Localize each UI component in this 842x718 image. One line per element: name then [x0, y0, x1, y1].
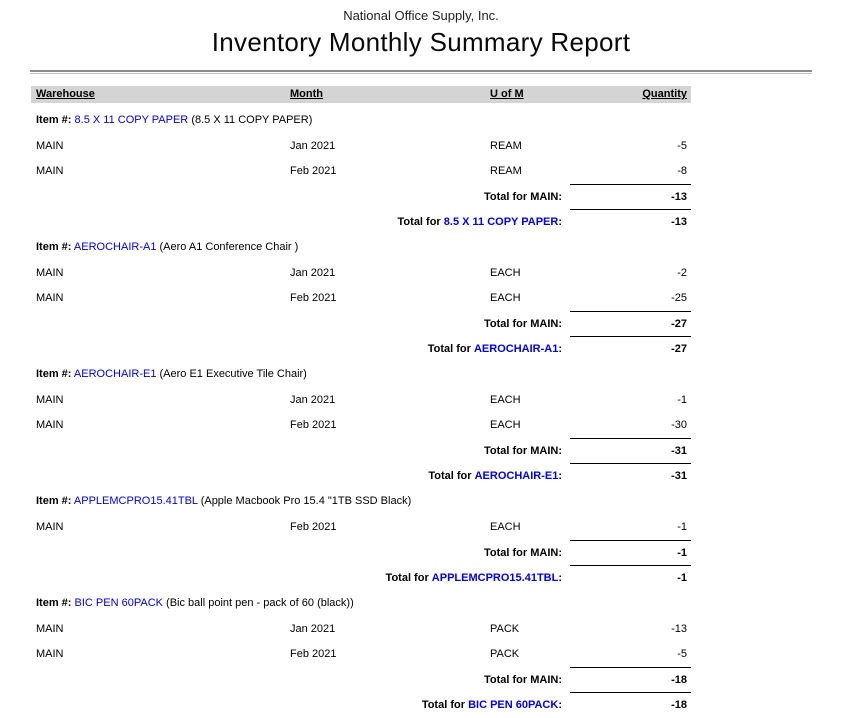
column-header-uom: U of M: [490, 88, 524, 100]
item-number-label: Item #:: [36, 368, 72, 380]
item-description: (8.5 X 11 COPY PAPER): [191, 114, 313, 126]
item-code-link[interactable]: AEROCHAIR-A1: [73, 241, 157, 253]
item-total-quantity: -13: [570, 209, 691, 235]
item-description: (Bic ball point pen - pack of 60 (black)): [166, 597, 354, 609]
item-group: [31, 234, 691, 361]
warehouse-total-quantity: -13: [570, 184, 691, 210]
item-code-link[interactable]: AEROCHAIR-E1: [73, 368, 157, 380]
item-number-label: Item #:: [36, 495, 72, 507]
column-header-row: [31, 86, 691, 103]
row-uom: EACH: [490, 292, 521, 304]
item-description: (Apple Macbook Pro 15.4 "1TB SSD Black): [200, 495, 412, 507]
row-uom: PACK: [490, 623, 520, 635]
report-table: [31, 86, 691, 717]
column-header-quantity: Quantity: [642, 88, 687, 100]
row-month: Jan 2021: [290, 623, 336, 635]
warehouse-total-row: [31, 667, 691, 692]
row-month: Feb 2021: [290, 648, 337, 660]
item-description: (Aero E1 Executive Tile Chair): [159, 368, 307, 380]
warehouse-total-quantity: -18: [570, 667, 691, 693]
item-total-colon: :: [558, 342, 562, 355]
total-for-label: Total for: [421, 698, 465, 711]
report-header: [0, 0, 842, 58]
warehouse-total-label: Total for MAIN:: [483, 673, 562, 686]
item-total-row: [31, 565, 691, 590]
item-total-row: [31, 463, 691, 488]
item-total-code-link[interactable]: 8.5 X 11 COPY PAPER: [443, 215, 559, 228]
item-header-line: [31, 107, 691, 134]
item-total-colon: :: [558, 469, 562, 482]
row-warehouse: MAIN: [36, 292, 64, 304]
row-quantity: -30: [671, 419, 687, 431]
item-description: (Aero A1 Conference Chair ): [159, 241, 299, 253]
inventory-data-row: [31, 159, 691, 184]
item-total-colon: :: [558, 215, 562, 228]
row-month: Feb 2021: [290, 165, 337, 177]
item-total-quantity: -18: [570, 692, 691, 718]
warehouse-total-quantity: -31: [570, 438, 691, 464]
warehouse-total-row: [31, 311, 691, 336]
warehouse-total-label: Total for MAIN:: [483, 190, 562, 203]
row-warehouse: MAIN: [36, 648, 64, 660]
inventory-data-row: [31, 388, 691, 413]
warehouse-total-row: [31, 184, 691, 209]
row-quantity: -1: [677, 394, 687, 406]
item-total-row: [31, 692, 691, 717]
inventory-data-row: [31, 134, 691, 159]
inventory-data-row: [31, 261, 691, 286]
item-group: [31, 361, 691, 488]
column-header-warehouse: Warehouse: [36, 88, 95, 100]
row-quantity: -2: [677, 267, 687, 279]
item-total-quantity: -31: [570, 463, 691, 489]
item-total-label: [31, 464, 570, 489]
row-quantity: -25: [671, 292, 687, 304]
row-warehouse: MAIN: [36, 140, 64, 152]
header-divider: [30, 70, 812, 74]
row-warehouse: MAIN: [36, 394, 64, 406]
row-month: Jan 2021: [290, 267, 336, 279]
inventory-data-row: [31, 642, 691, 667]
row-uom: REAM: [490, 165, 522, 177]
total-for-label: Total for: [397, 215, 441, 228]
item-total-code-link[interactable]: AEROCHAIR-E1: [474, 469, 559, 482]
warehouse-total-label: Total for MAIN:: [483, 317, 562, 330]
item-header-line: [31, 234, 691, 261]
item-total-row: [31, 336, 691, 361]
row-month: Jan 2021: [290, 140, 336, 152]
item-total-label: [31, 337, 570, 362]
item-total-quantity: -1: [570, 565, 691, 591]
item-code-link[interactable]: APPLEMCPRO15.41TBL: [73, 495, 198, 507]
item-rows: [31, 261, 691, 311]
row-uom: EACH: [490, 521, 521, 533]
item-header-line: [31, 361, 691, 388]
item-rows: [31, 515, 691, 540]
item-group: [31, 488, 691, 590]
warehouse-total-label: Total for MAIN:: [483, 444, 562, 457]
item-total-quantity: -27: [570, 336, 691, 362]
item-group: [31, 590, 691, 717]
row-uom: REAM: [490, 140, 522, 152]
inventory-data-row: [31, 413, 691, 438]
row-month: Feb 2021: [290, 521, 337, 533]
inventory-data-row: [31, 617, 691, 642]
warehouse-total-quantity: -27: [570, 311, 691, 337]
item-rows: [31, 388, 691, 438]
row-warehouse: MAIN: [36, 165, 64, 177]
row-month: Feb 2021: [290, 292, 337, 304]
item-total-colon: :: [558, 571, 562, 584]
item-rows: [31, 617, 691, 667]
row-quantity: -8: [677, 165, 687, 177]
row-uom: EACH: [490, 267, 521, 279]
row-month: Jan 2021: [290, 394, 336, 406]
item-rows: [31, 134, 691, 184]
row-uom: PACK: [490, 648, 520, 660]
row-month: Feb 2021: [290, 419, 337, 431]
warehouse-total-row: [31, 438, 691, 463]
row-warehouse: MAIN: [36, 267, 64, 279]
row-warehouse: MAIN: [36, 623, 64, 635]
row-warehouse: MAIN: [36, 521, 64, 533]
warehouse-total-row: [31, 540, 691, 565]
item-number-label: Item #:: [36, 241, 72, 253]
item-total-code-link[interactable]: APPLEMCPRO15.41TBL: [431, 571, 559, 584]
item-total-code-link[interactable]: AEROCHAIR-A1: [473, 342, 559, 355]
item-group: [31, 107, 691, 234]
row-quantity: -5: [677, 140, 687, 152]
total-for-label: Total for: [385, 571, 429, 584]
item-total-row: [31, 209, 691, 234]
item-header-line: [31, 488, 691, 515]
column-header-month: Month: [290, 88, 323, 100]
page-title: Inventory Monthly Summary Report: [211, 27, 631, 57]
item-total-code-link[interactable]: BIC PEN 60PACK: [468, 698, 559, 711]
row-quantity: -13: [671, 623, 687, 635]
company-name: National Office Supply, Inc.: [343, 8, 499, 23]
total-for-label: Total for: [427, 342, 471, 355]
row-warehouse: MAIN: [36, 419, 64, 431]
warehouse-total-label: Total for MAIN:: [483, 546, 562, 559]
item-header-line: [31, 590, 691, 617]
item-total-colon: :: [558, 698, 562, 711]
row-quantity: -1: [677, 521, 687, 533]
warehouse-total-quantity: -1: [570, 540, 691, 566]
row-uom: EACH: [490, 394, 521, 406]
item-number-label: Item #:: [36, 597, 72, 609]
report-body: [31, 107, 691, 717]
item-number-label: Item #:: [36, 114, 72, 126]
item-total-label: [31, 693, 570, 718]
item-total-label: [31, 566, 570, 591]
row-uom: EACH: [490, 419, 521, 431]
inventory-data-row: [31, 286, 691, 311]
item-total-label: [31, 210, 570, 235]
item-code-link[interactable]: BIC PEN 60PACK: [74, 597, 163, 609]
inventory-data-row: [31, 515, 691, 540]
item-code-link[interactable]: 8.5 X 11 COPY PAPER: [74, 114, 189, 126]
row-quantity: -5: [677, 648, 687, 660]
total-for-label: Total for: [428, 469, 472, 482]
